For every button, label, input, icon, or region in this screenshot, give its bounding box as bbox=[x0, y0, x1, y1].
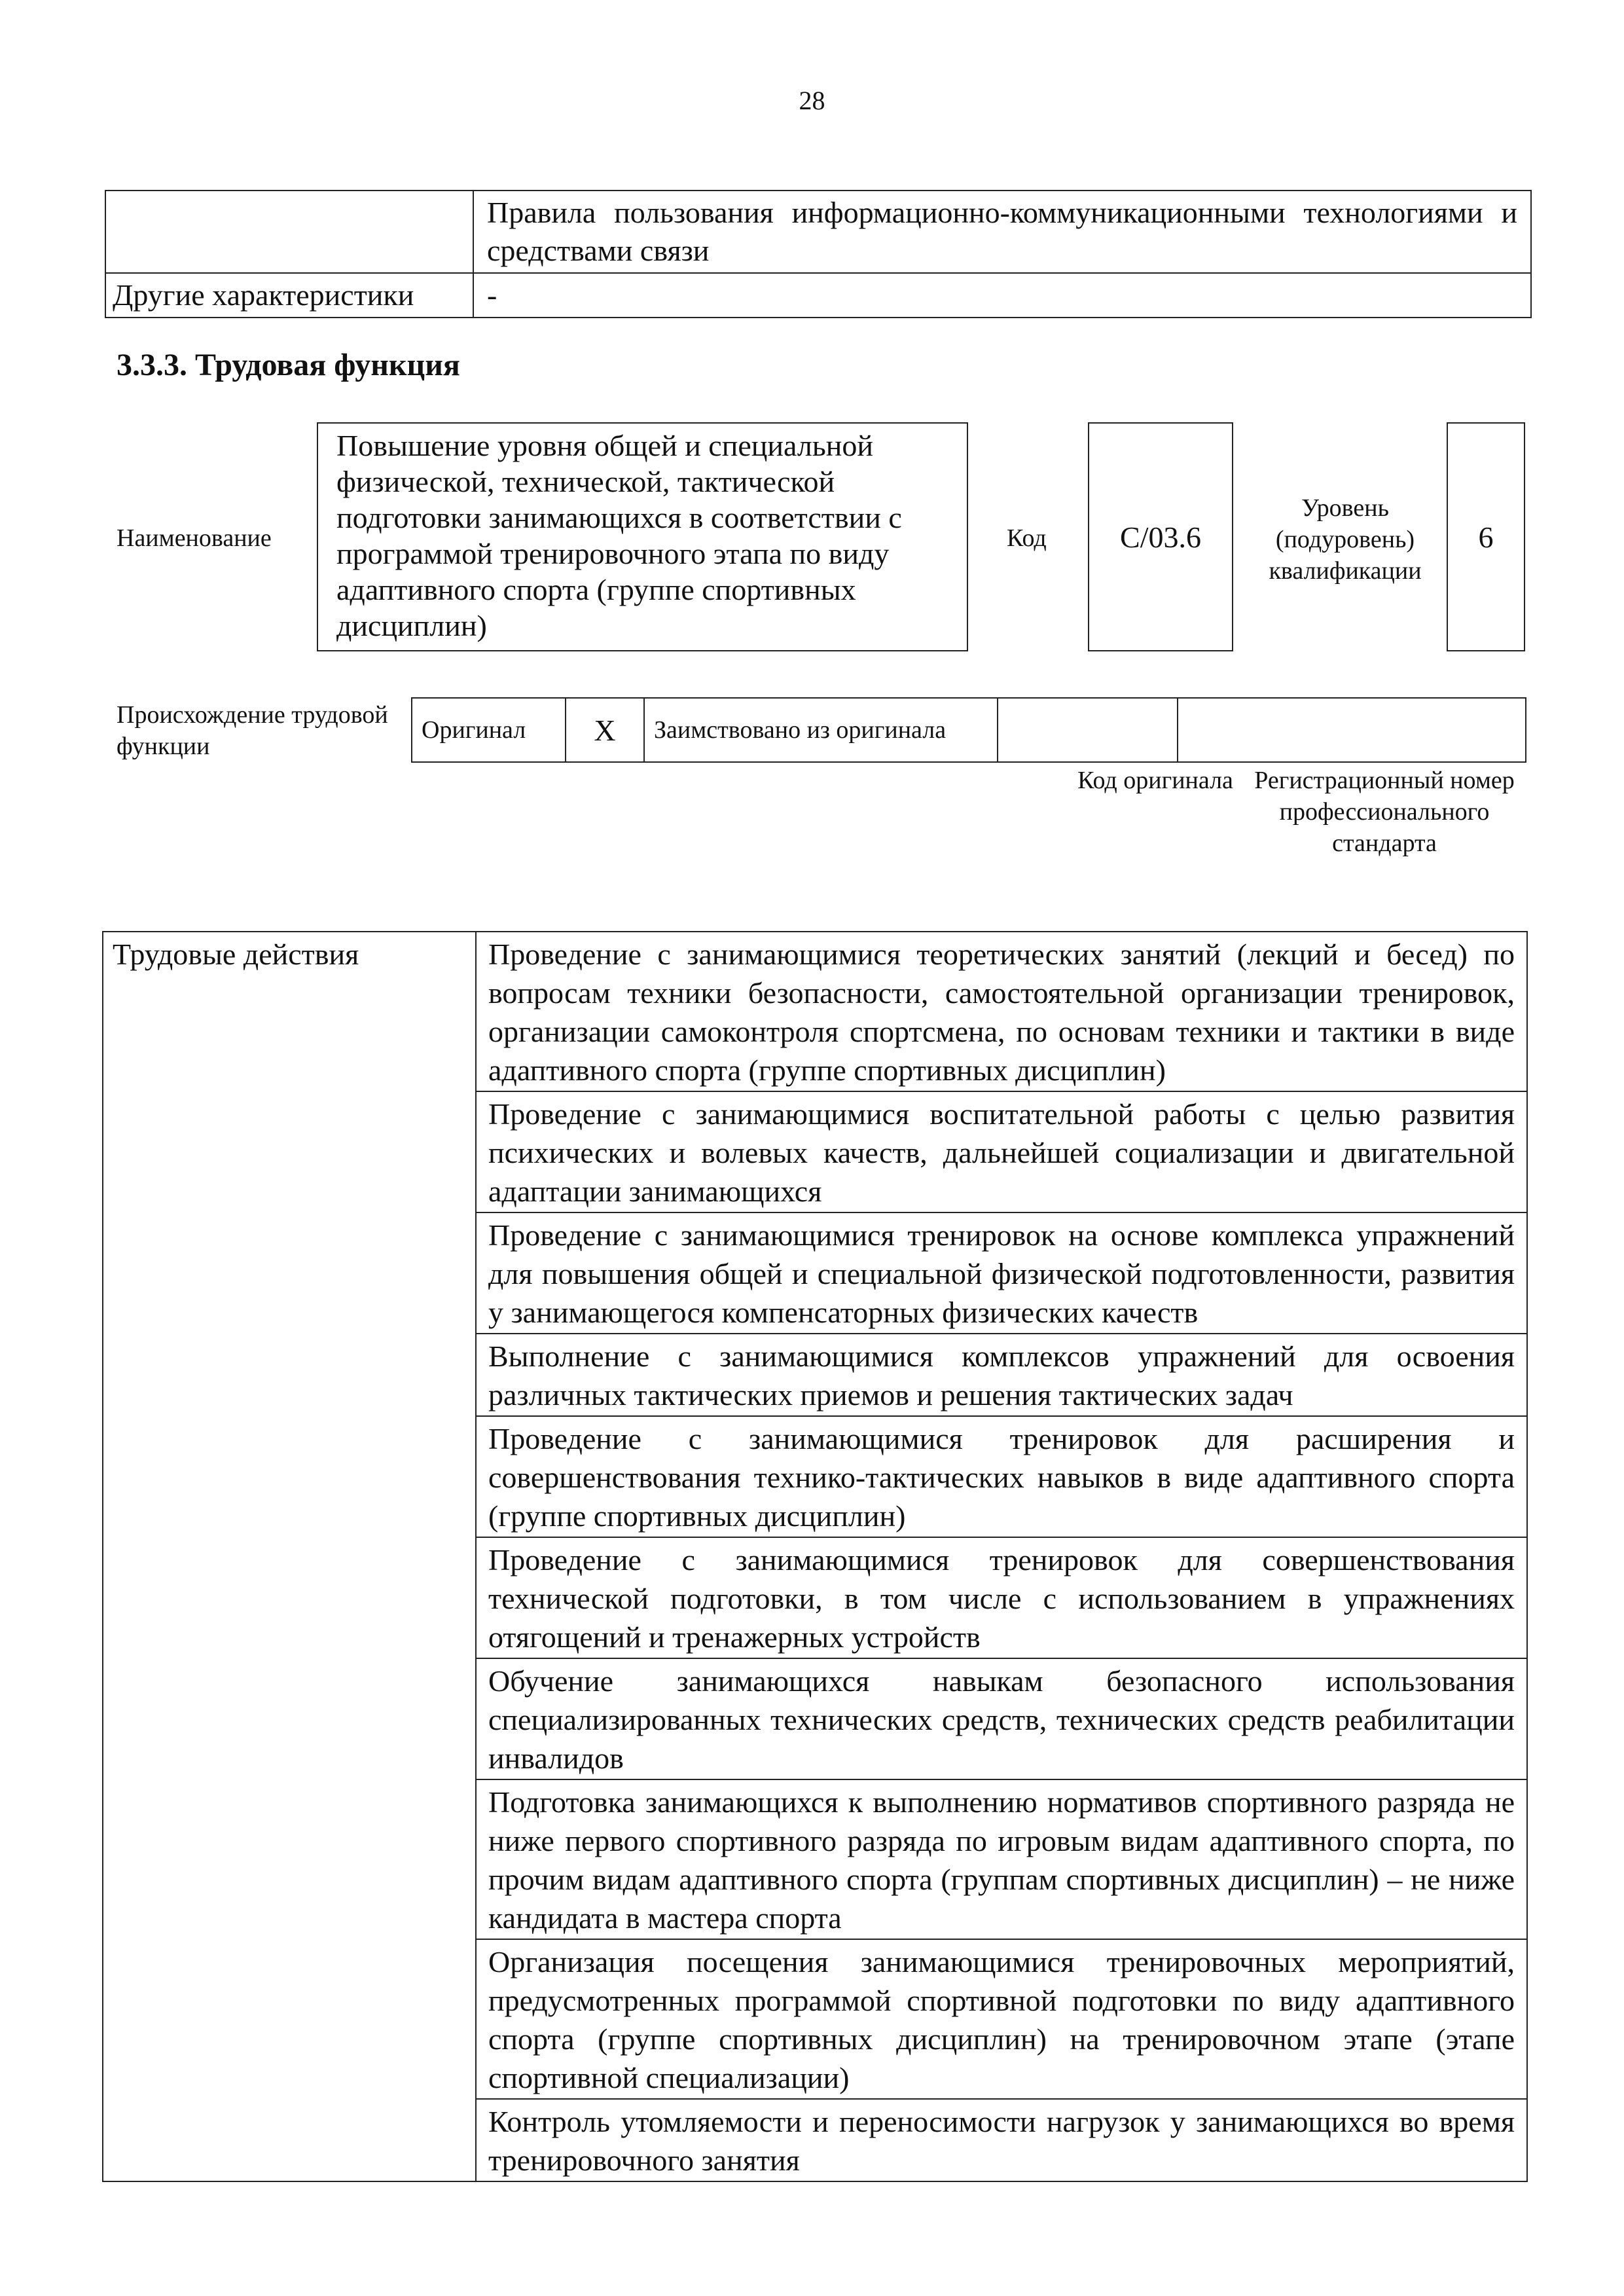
action-item: Проведение с занимающимися тренировок для совершенствования технической подготовки, в том числе с использованием в упражнениях отягощений и тренажерных устройств bbox=[476, 1537, 1527, 1658]
action-item: Обучение занимающихся навыкам безопасного использования специализированных технических средств, технических средств реабилитации инвалидов bbox=[476, 1658, 1527, 1779]
row-value: Правила пользования информационно-коммуникационными технологиями и средствами связи bbox=[473, 191, 1531, 273]
qualification-level-value: 6 bbox=[1478, 520, 1494, 554]
action-item: Выполнение с занимающимися комплексов упражнений для освоения различных тактических приемов и решения тактических задач bbox=[476, 1334, 1527, 1416]
table-row bbox=[105, 191, 1531, 273]
table-row bbox=[412, 698, 1526, 762]
origin-label: Происхождение трудовой функции bbox=[117, 701, 388, 760]
code-label: Код bbox=[1007, 524, 1047, 552]
name-label: Наименование bbox=[117, 524, 272, 552]
section-heading: 3.3.3. Трудовая функция bbox=[117, 348, 460, 382]
action-item: Контроль утомляемости и переносимости нагрузок у занимающихся во время тренировочного занятия bbox=[476, 2099, 1527, 2181]
qualification-level-label: Уровень (подуровень) квалификации bbox=[1269, 494, 1422, 585]
action-item: Проведение с занимающимися воспитательной работы с целью развития психических и волевых качеств, дальнейшей социализации и двигательной адаптации занимающихся bbox=[476, 1091, 1527, 1212]
action-item: Проведение с занимающимися тренировок на основе комплекса упражнений для повышения общей и специальной физической подготовленности, развития у занимающегося компенсаторных физических качеств bbox=[476, 1212, 1527, 1334]
original-code-caption: Код оригинала bbox=[1077, 767, 1233, 794]
row-label: Другие характеристики bbox=[105, 273, 473, 318]
action-item: Организация посещения занимающимися тренировочных мероприятий, предусмотренных программой спортивной подготовки по виду адаптивного спорта (группе спортивных дисциплин) на тренировочном этапе (этапе спортивной специализации) bbox=[476, 1939, 1527, 2099]
function-code-value: С/03.6 bbox=[1120, 520, 1201, 554]
original-code-cell bbox=[998, 698, 1178, 762]
original-mark: X bbox=[566, 698, 644, 762]
actions-label: Трудовые действия bbox=[103, 932, 476, 2181]
action-item: Проведение с занимающимися теоретических занятий (лекций и бесед) по вопросам техники безопасности, самостоятельной организации тренировок, организации самоконтроля спортсмена, по основам техники и тактики в виде адаптивного спорта (группе спортивных дисциплин) bbox=[476, 932, 1527, 1091]
original-cell: Оригинал bbox=[412, 698, 566, 762]
registration-number-cell bbox=[1178, 698, 1526, 762]
other-characteristics-table bbox=[105, 190, 1532, 318]
row-value: - bbox=[473, 273, 1531, 318]
function-code bbox=[1088, 422, 1233, 651]
action-item: Подготовка занимающихся к выполнению нормативов спортивного разряда не ниже первого спортивного разряда по игровым видам адаптивного спорта, по прочим видам адаптивного спорта (группам спортивных дисциплин) – не ниже кандидата в мастера спорта bbox=[476, 1779, 1527, 1939]
borrowed-cell: Заимствовано из оригинала bbox=[644, 698, 998, 762]
table-row bbox=[105, 273, 1531, 318]
table-row bbox=[103, 932, 1527, 1091]
labor-actions-table bbox=[102, 931, 1528, 2182]
qualification-level bbox=[1447, 422, 1525, 651]
page-number: 28 bbox=[799, 86, 825, 115]
function-name: Повышение уровня общей и специальной физической, технической, тактической подготовки занимающихся в соответствии с программой тренировочного этапа по виду адаптивного спорта (группе спортивных дисциплин) bbox=[317, 422, 968, 651]
row-label bbox=[105, 191, 473, 273]
registration-number-caption: Регистрационный номер профессионального стандарта bbox=[1254, 767, 1515, 857]
action-item: Проведение с занимающимися тренировок для расширения и совершенствования технико-тактических навыков в виде адаптивного спорта (группе спортивных дисциплин) bbox=[476, 1416, 1527, 1537]
origin-table bbox=[411, 697, 1526, 763]
